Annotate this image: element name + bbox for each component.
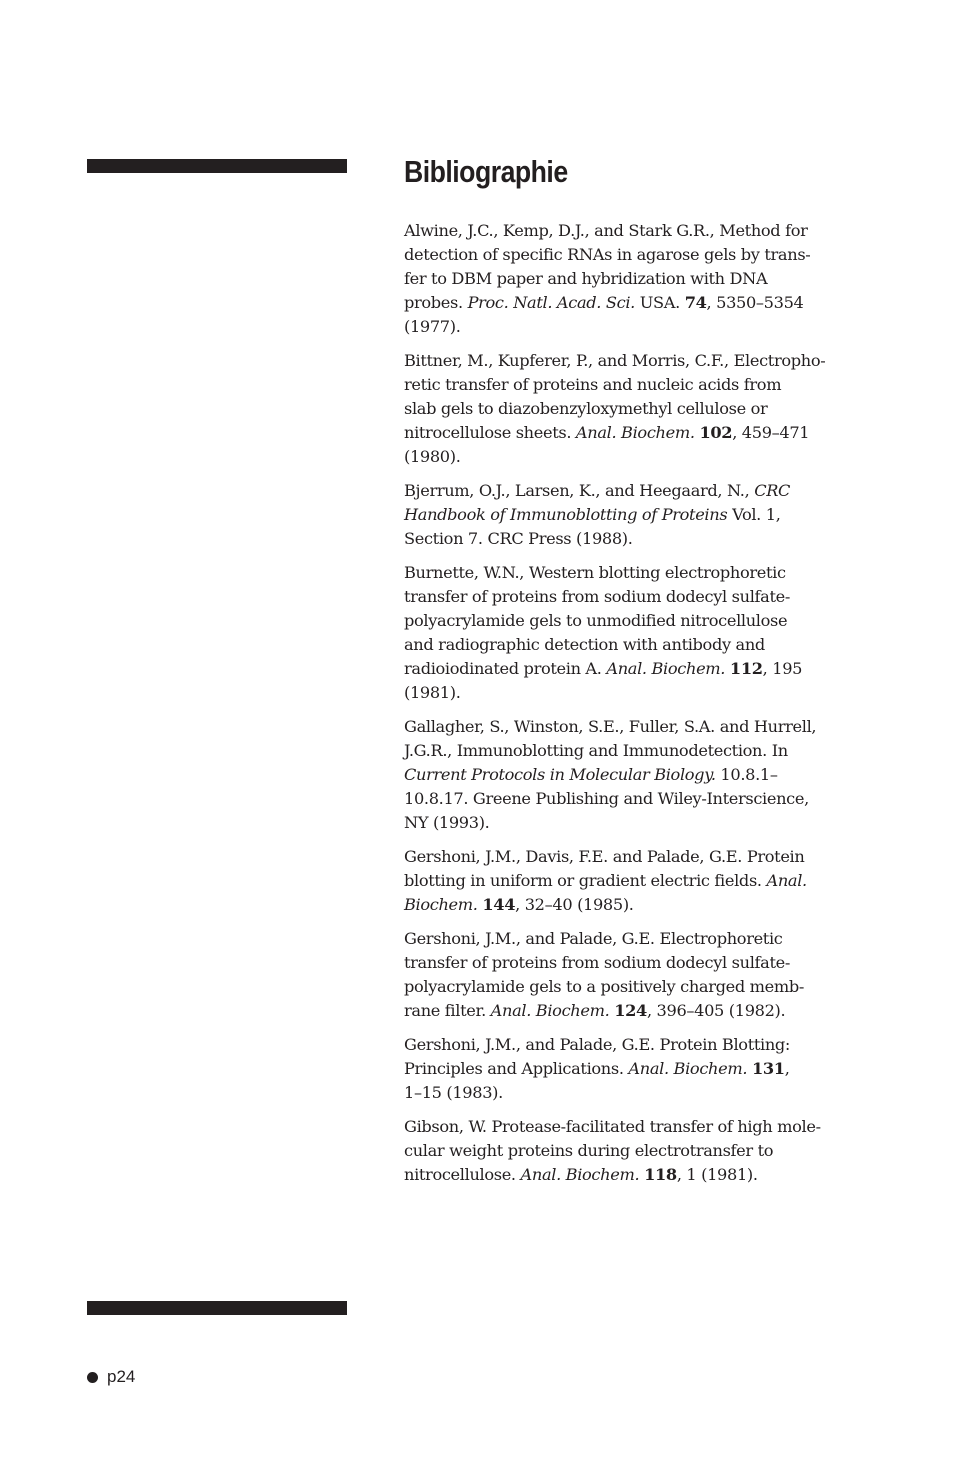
reference-line: [404, 479, 870, 503]
reference-text: Vol. 1,: [727, 505, 781, 524]
reference-entry: [404, 479, 870, 551]
reference-text: , 459–471: [732, 423, 810, 442]
reference-italic-text: Anal. Biochem.: [575, 423, 695, 442]
reference-italic-text: Anal.: [766, 871, 807, 890]
reference-text: NY (1993).: [404, 813, 490, 832]
reference-text: slab gels to diazobenzyloxymethyl cellulose or: [404, 399, 768, 418]
reference-text: and radiographic detection with antibody and: [404, 635, 765, 654]
reference-line: [404, 1139, 870, 1163]
reference-line: [404, 291, 870, 315]
reference-line: [404, 633, 870, 657]
reference-text: polyacrylamide gels to unmodified nitrocellulose: [404, 611, 788, 630]
reference-volume: 102: [699, 423, 733, 442]
reference-text: (1981).: [404, 683, 461, 702]
reference-line: [404, 243, 870, 267]
reference-line: [404, 561, 870, 585]
reference-line: [404, 1081, 870, 1105]
reference-italic-text: Anal. Biochem.: [606, 659, 726, 678]
reference-line: [404, 527, 870, 551]
reference-line: [404, 219, 870, 243]
reference-text: USA.: [634, 293, 685, 312]
reference-line: [404, 787, 870, 811]
reference-line: [404, 1163, 870, 1187]
reference-line: [404, 927, 870, 951]
reference-line: [404, 421, 870, 445]
reference-list: [404, 219, 870, 1197]
reference-entry: [404, 561, 870, 705]
reference-text: (1980).: [404, 447, 461, 466]
reference-entry: [404, 1115, 870, 1187]
reference-line: [404, 397, 870, 421]
reference-text: ,: [784, 1059, 790, 1078]
reference-line: [404, 811, 870, 835]
reference-text: 10.8.17. Greene Publishing and Wiley-Interscience,: [404, 789, 809, 808]
reference-entry: [404, 927, 870, 1023]
reference-text: Gibson, W. Protease-facilitated transfer of high mole-: [404, 1117, 821, 1136]
reference-line: [404, 951, 870, 975]
reference-text: rane filter.: [404, 1001, 491, 1020]
reference-text: Gershoni, J.M., and Palade, G.E. Protein Blotting:: [404, 1035, 791, 1054]
reference-line: [404, 869, 870, 893]
reference-italic-text: Current Protocols in Molecular Biology.: [404, 765, 716, 784]
reference-line: [404, 763, 870, 787]
reference-line: [404, 445, 870, 469]
reference-line: [404, 585, 870, 609]
reference-text: Section 7. CRC Press (1988).: [404, 529, 633, 548]
reference-text: cular weight proteins during electrotransfer to: [404, 1141, 774, 1160]
reference-text: , 1 (1981).: [676, 1165, 758, 1184]
reference-text: Principles and Applications.: [404, 1059, 629, 1078]
page-title: Bibliographie: [404, 154, 568, 189]
reference-line: [404, 609, 870, 633]
reference-italic-text: Anal. Biochem.: [520, 1165, 640, 1184]
reference-text: 10.8.1–: [715, 765, 778, 784]
reference-text: , 396–405 (1982).: [646, 1001, 786, 1020]
reference-italic-text: Anal. Biochem.: [628, 1059, 748, 1078]
reference-line: [404, 845, 870, 869]
reference-text: nitrocellulose sheets.: [404, 423, 576, 442]
reference-text: Alwine, J.C., Kemp, D.J., and Stark G.R., Method for: [404, 221, 808, 240]
page-number: p24: [107, 1367, 136, 1386]
reference-line: [404, 893, 870, 917]
header-rule: [87, 159, 347, 173]
reference-italic-text: Proc. Natl. Acad. Sci.: [467, 293, 635, 312]
reference-line: [404, 715, 870, 739]
reference-volume: 124: [614, 1001, 647, 1020]
reference-text: detection of specific RNAs in agarose gels by trans-: [404, 245, 811, 264]
reference-text: retic transfer of proteins and nucleic acids from: [404, 375, 782, 394]
reference-volume: 118: [644, 1165, 677, 1184]
reference-line: [404, 315, 870, 339]
reference-text: radioiodinated protein A.: [404, 659, 607, 678]
reference-line: [404, 349, 870, 373]
reference-volume: 131: [751, 1059, 785, 1078]
reference-text: Bjerrum, O.J., Larsen, K., and Heegaard, N.,: [404, 481, 755, 500]
reference-line: [404, 1115, 870, 1139]
reference-line: [404, 1033, 870, 1057]
reference-italic-text: Handbook of Immunoblotting of Proteins: [404, 505, 728, 524]
reference-text: J.G.R., Immunoblotting and Immunodetection. In: [404, 741, 788, 760]
reference-line: [404, 267, 870, 291]
reference-line: [404, 503, 870, 527]
reference-line: [404, 373, 870, 397]
reference-italic-text: Biochem.: [404, 895, 478, 914]
reference-text: transfer of proteins from sodium dodecyl sulfate-: [404, 953, 790, 972]
reference-text: Gallagher, S., Winston, S.E., Fuller, S.A. and Hurrell,: [404, 717, 817, 736]
reference-text: polyacrylamide gels to a positively charged memb-: [404, 977, 804, 996]
reference-volume: 144: [482, 895, 516, 914]
reference-text: , 195: [762, 659, 803, 678]
reference-text: probes.: [404, 293, 468, 312]
footer-rule: [87, 1301, 347, 1315]
reference-line: [404, 975, 870, 999]
reference-text: , 5350–5354: [706, 293, 804, 312]
reference-line: [404, 657, 870, 681]
reference-text: , 32–40 (1985).: [515, 895, 634, 914]
reference-entry: [404, 845, 870, 917]
page-footer: [87, 1367, 135, 1387]
reference-entry: [404, 219, 870, 339]
reference-text: (1977).: [404, 317, 461, 336]
reference-text: 1–15 (1983).: [404, 1083, 503, 1102]
reference-volume: 112: [729, 659, 763, 678]
reference-text: Gershoni, J.M., and Palade, G.E. Electrophoretic: [404, 929, 783, 948]
reference-line: [404, 1057, 870, 1081]
reference-text: blotting in uniform or gradient electric fields.: [404, 871, 767, 890]
reference-text: nitrocellulose.: [404, 1165, 521, 1184]
reference-entry: [404, 1033, 870, 1105]
reference-italic-text: Anal. Biochem.: [490, 1001, 610, 1020]
reference-text: transfer of proteins from sodium dodecyl sulfate-: [404, 587, 790, 606]
reference-text: Burnette, W.N., Western blotting electrophoretic: [404, 563, 786, 582]
reference-line: [404, 739, 870, 763]
reference-line: [404, 999, 870, 1023]
reference-text: Gershoni, J.M., Davis, F.E. and Palade, G.E. Protein: [404, 847, 805, 866]
reference-line: [404, 681, 870, 705]
reference-italic-text: CRC: [754, 481, 791, 500]
reference-entry: [404, 349, 870, 469]
reference-volume: 74: [684, 293, 707, 312]
reference-text: Bittner, M., Kupferer, P., and Morris, C.F., Electropho-: [404, 351, 826, 370]
bullet-icon: [87, 1372, 98, 1383]
reference-text: fer to DBM paper and hybridization with DNA: [404, 269, 768, 288]
reference-entry: [404, 715, 870, 835]
